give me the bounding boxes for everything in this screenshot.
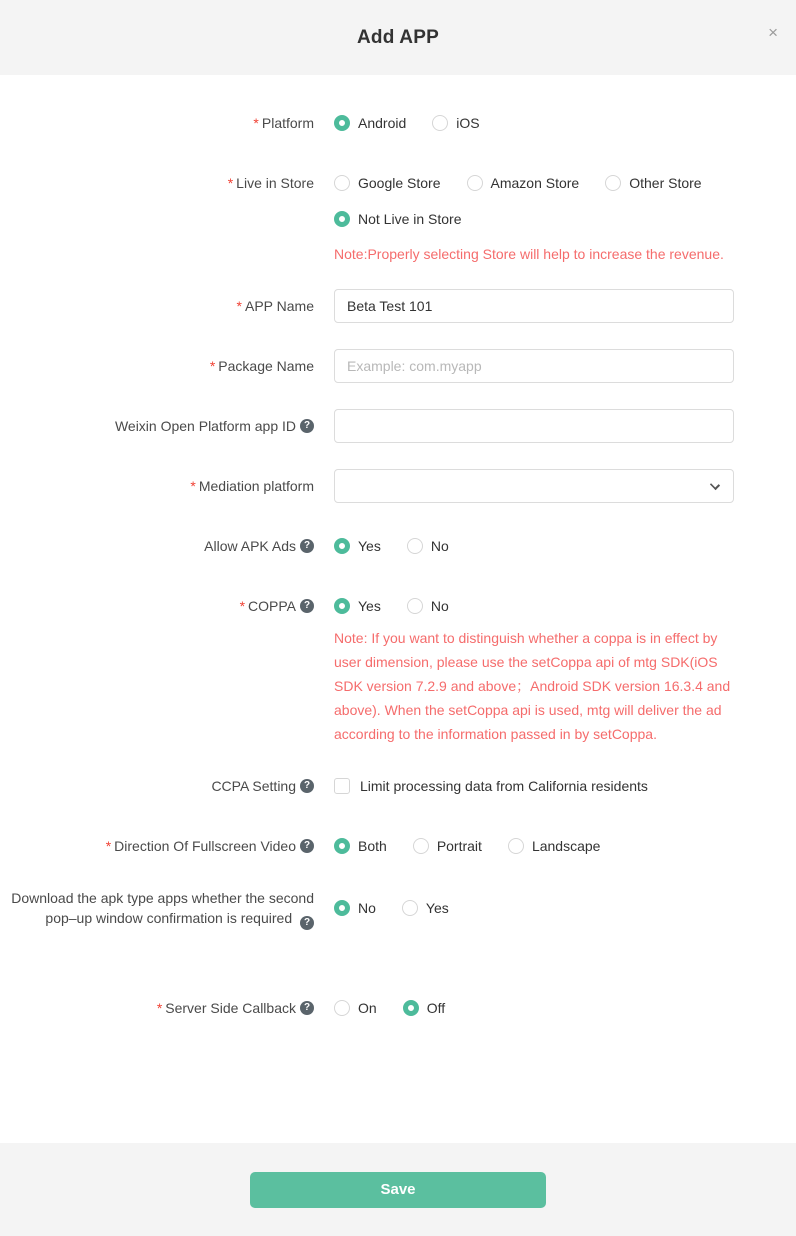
required-asterisk: * <box>190 478 196 494</box>
field-apk-second-popup <box>0 888 796 930</box>
platform-radio-group <box>334 113 734 133</box>
platform-label: * Platform <box>253 115 314 131</box>
radio-option-no[interactable] <box>407 596 449 616</box>
radio-option-yes[interactable] <box>402 898 449 918</box>
radio-unselected-icon[interactable] <box>467 175 483 191</box>
help-icon[interactable]: ? <box>300 599 314 613</box>
field-weixin-app-id <box>0 409 796 443</box>
help-icon[interactable]: ? <box>300 419 314 433</box>
field-ccpa-setting <box>0 776 796 796</box>
help-icon[interactable]: ? <box>300 539 314 553</box>
app-name-input[interactable] <box>334 289 734 323</box>
radio-option-label: No <box>430 598 449 614</box>
help-icon[interactable]: ? <box>300 779 314 793</box>
help-icon[interactable]: ? <box>300 916 314 930</box>
live-in-store-label: * Live in Store <box>227 175 314 191</box>
radio-selected-icon[interactable] <box>334 598 350 614</box>
radio-option-label: iOS <box>456 115 480 131</box>
radio-selected-icon[interactable] <box>334 538 350 554</box>
package-name-label: * Package Name <box>209 358 314 374</box>
weixin-app-id-label: Weixin Open Platform app ID ? <box>0 409 314 443</box>
field-package-name <box>0 349 796 383</box>
field-app-name <box>0 289 796 323</box>
field-server-side-callback <box>0 998 796 1018</box>
radio-unselected-icon[interactable] <box>508 838 524 854</box>
radio-option-label: Not Live in Store <box>358 211 462 227</box>
ccpa-setting-label: CCPA Setting ? <box>0 776 314 796</box>
coppa-note: Note: If you want to distinguish whether a coppa is in effect by user dimension, please use the setCoppa api of mtg SDK(iOS SDK version 7.2.9 and above；Android SDK version 16.3.4 and above). When the setCoppa api is used, mtg will deliver the ad according to the information passed in by setCoppa. <box>334 630 731 742</box>
help-icon[interactable]: ? <box>300 1001 314 1015</box>
radio-option-no[interactable] <box>407 536 449 556</box>
radio-option-other-store[interactable] <box>605 173 701 193</box>
server-side-callback-label: * Server Side Callback ? <box>0 998 314 1018</box>
radio-option-amazon-store[interactable] <box>467 173 580 193</box>
chevron-down-icon <box>710 480 720 490</box>
ccpa-checkbox-row <box>334 776 734 796</box>
live-in-store-note: Note:Properly selecting Store will help to increase the revenue. <box>334 246 724 262</box>
dialog-title: Add APP <box>357 26 439 48</box>
ccpa-checkbox[interactable] <box>334 778 350 794</box>
radio-unselected-icon[interactable] <box>432 115 448 131</box>
radio-option-label: Other Store <box>629 175 702 191</box>
direction-radio-group <box>334 836 734 856</box>
radio-option-landscape[interactable] <box>508 836 601 856</box>
radio-option-label: No <box>358 900 376 916</box>
radio-option-label: No <box>430 538 449 554</box>
radio-option-label: Android <box>358 115 407 131</box>
allow-apk-ads-label: Allow APK Ads ? <box>0 536 314 556</box>
radio-option-portrait[interactable] <box>413 836 482 856</box>
radio-option-not-live-in-store[interactable] <box>334 209 462 229</box>
dialog-footer <box>0 1143 796 1236</box>
required-asterisk: * <box>105 838 112 854</box>
required-asterisk: * <box>236 298 242 314</box>
required-asterisk: * <box>156 1000 163 1016</box>
required-asterisk: * <box>227 175 234 191</box>
mediation-platform-select[interactable] <box>334 469 734 503</box>
allow-apk-ads-radio-group <box>334 536 734 556</box>
radio-unselected-icon[interactable] <box>413 838 429 854</box>
radio-option-both[interactable] <box>334 836 387 856</box>
weixin-app-id-input[interactable] <box>334 409 734 443</box>
add-app-form <box>0 75 796 1018</box>
radio-unselected-icon[interactable] <box>605 175 621 191</box>
radio-selected-icon[interactable] <box>334 900 350 916</box>
help-icon[interactable]: ? <box>300 839 314 853</box>
coppa-label: * COPPA ? <box>0 596 314 616</box>
radio-unselected-icon[interactable] <box>407 538 423 554</box>
radio-unselected-icon[interactable] <box>334 175 350 191</box>
live-in-store-radio-group-line1 <box>334 173 734 193</box>
close-icon[interactable]: × <box>768 23 778 42</box>
radio-unselected-icon[interactable] <box>402 900 418 916</box>
radio-option-google-store[interactable] <box>334 173 441 193</box>
radio-selected-icon[interactable] <box>403 1000 419 1016</box>
dialog-header <box>0 0 796 75</box>
radio-option-label: Google Store <box>358 175 441 191</box>
radio-option-yes[interactable] <box>334 536 381 556</box>
radio-option-label: Amazon Store <box>490 175 580 191</box>
field-coppa <box>0 596 796 746</box>
required-asterisk: * <box>209 358 216 374</box>
apk-second-popup-label: Download the apk type apps whether the second pop–up window confirmation is required ? <box>11 890 314 928</box>
apk-second-popup-radio-group <box>334 898 734 918</box>
radio-option-off[interactable] <box>403 998 445 1018</box>
required-asterisk: * <box>253 115 259 131</box>
server-side-callback-radio-group <box>334 998 734 1018</box>
radio-selected-icon[interactable] <box>334 211 350 227</box>
ccpa-checkbox-label: Limit processing data from California residents <box>360 778 648 794</box>
required-asterisk: * <box>239 598 246 614</box>
radio-option-label: Yes <box>358 538 381 554</box>
package-name-input[interactable] <box>334 349 734 383</box>
radio-option-label: On <box>358 1000 377 1016</box>
radio-option-ios[interactable] <box>432 113 479 133</box>
radio-unselected-icon[interactable] <box>334 1000 350 1016</box>
field-live-in-store <box>0 173 796 267</box>
radio-option-no[interactable] <box>334 898 376 918</box>
radio-option-yes[interactable] <box>334 596 381 616</box>
live-in-store-radio-group-line2 <box>334 209 734 229</box>
radio-option-android[interactable] <box>334 113 406 133</box>
radio-option-label: Portrait <box>436 838 482 854</box>
radio-option-on[interactable] <box>334 998 377 1018</box>
radio-option-label: Both <box>358 838 387 854</box>
field-allow-apk-ads <box>0 536 796 556</box>
radio-option-label: Yes <box>358 598 381 614</box>
mediation-platform-label: * Mediation platform <box>190 478 314 494</box>
field-mediation-platform <box>0 469 796 503</box>
radio-selected-icon[interactable] <box>334 838 350 854</box>
field-platform <box>0 113 796 133</box>
save-button[interactable]: Save <box>250 1172 546 1208</box>
radio-unselected-icon[interactable] <box>407 598 423 614</box>
field-direction-fullscreen-video <box>0 836 796 856</box>
app-name-label: * APP Name <box>236 298 314 314</box>
radio-option-label: Landscape <box>531 838 601 854</box>
radio-selected-icon[interactable] <box>334 115 350 131</box>
direction-fullscreen-video-label: * Direction Of Fullscreen Video ? <box>0 836 314 856</box>
radio-option-label: Yes <box>425 900 449 916</box>
radio-option-label: Off <box>426 1000 446 1016</box>
coppa-radio-group <box>334 596 734 616</box>
